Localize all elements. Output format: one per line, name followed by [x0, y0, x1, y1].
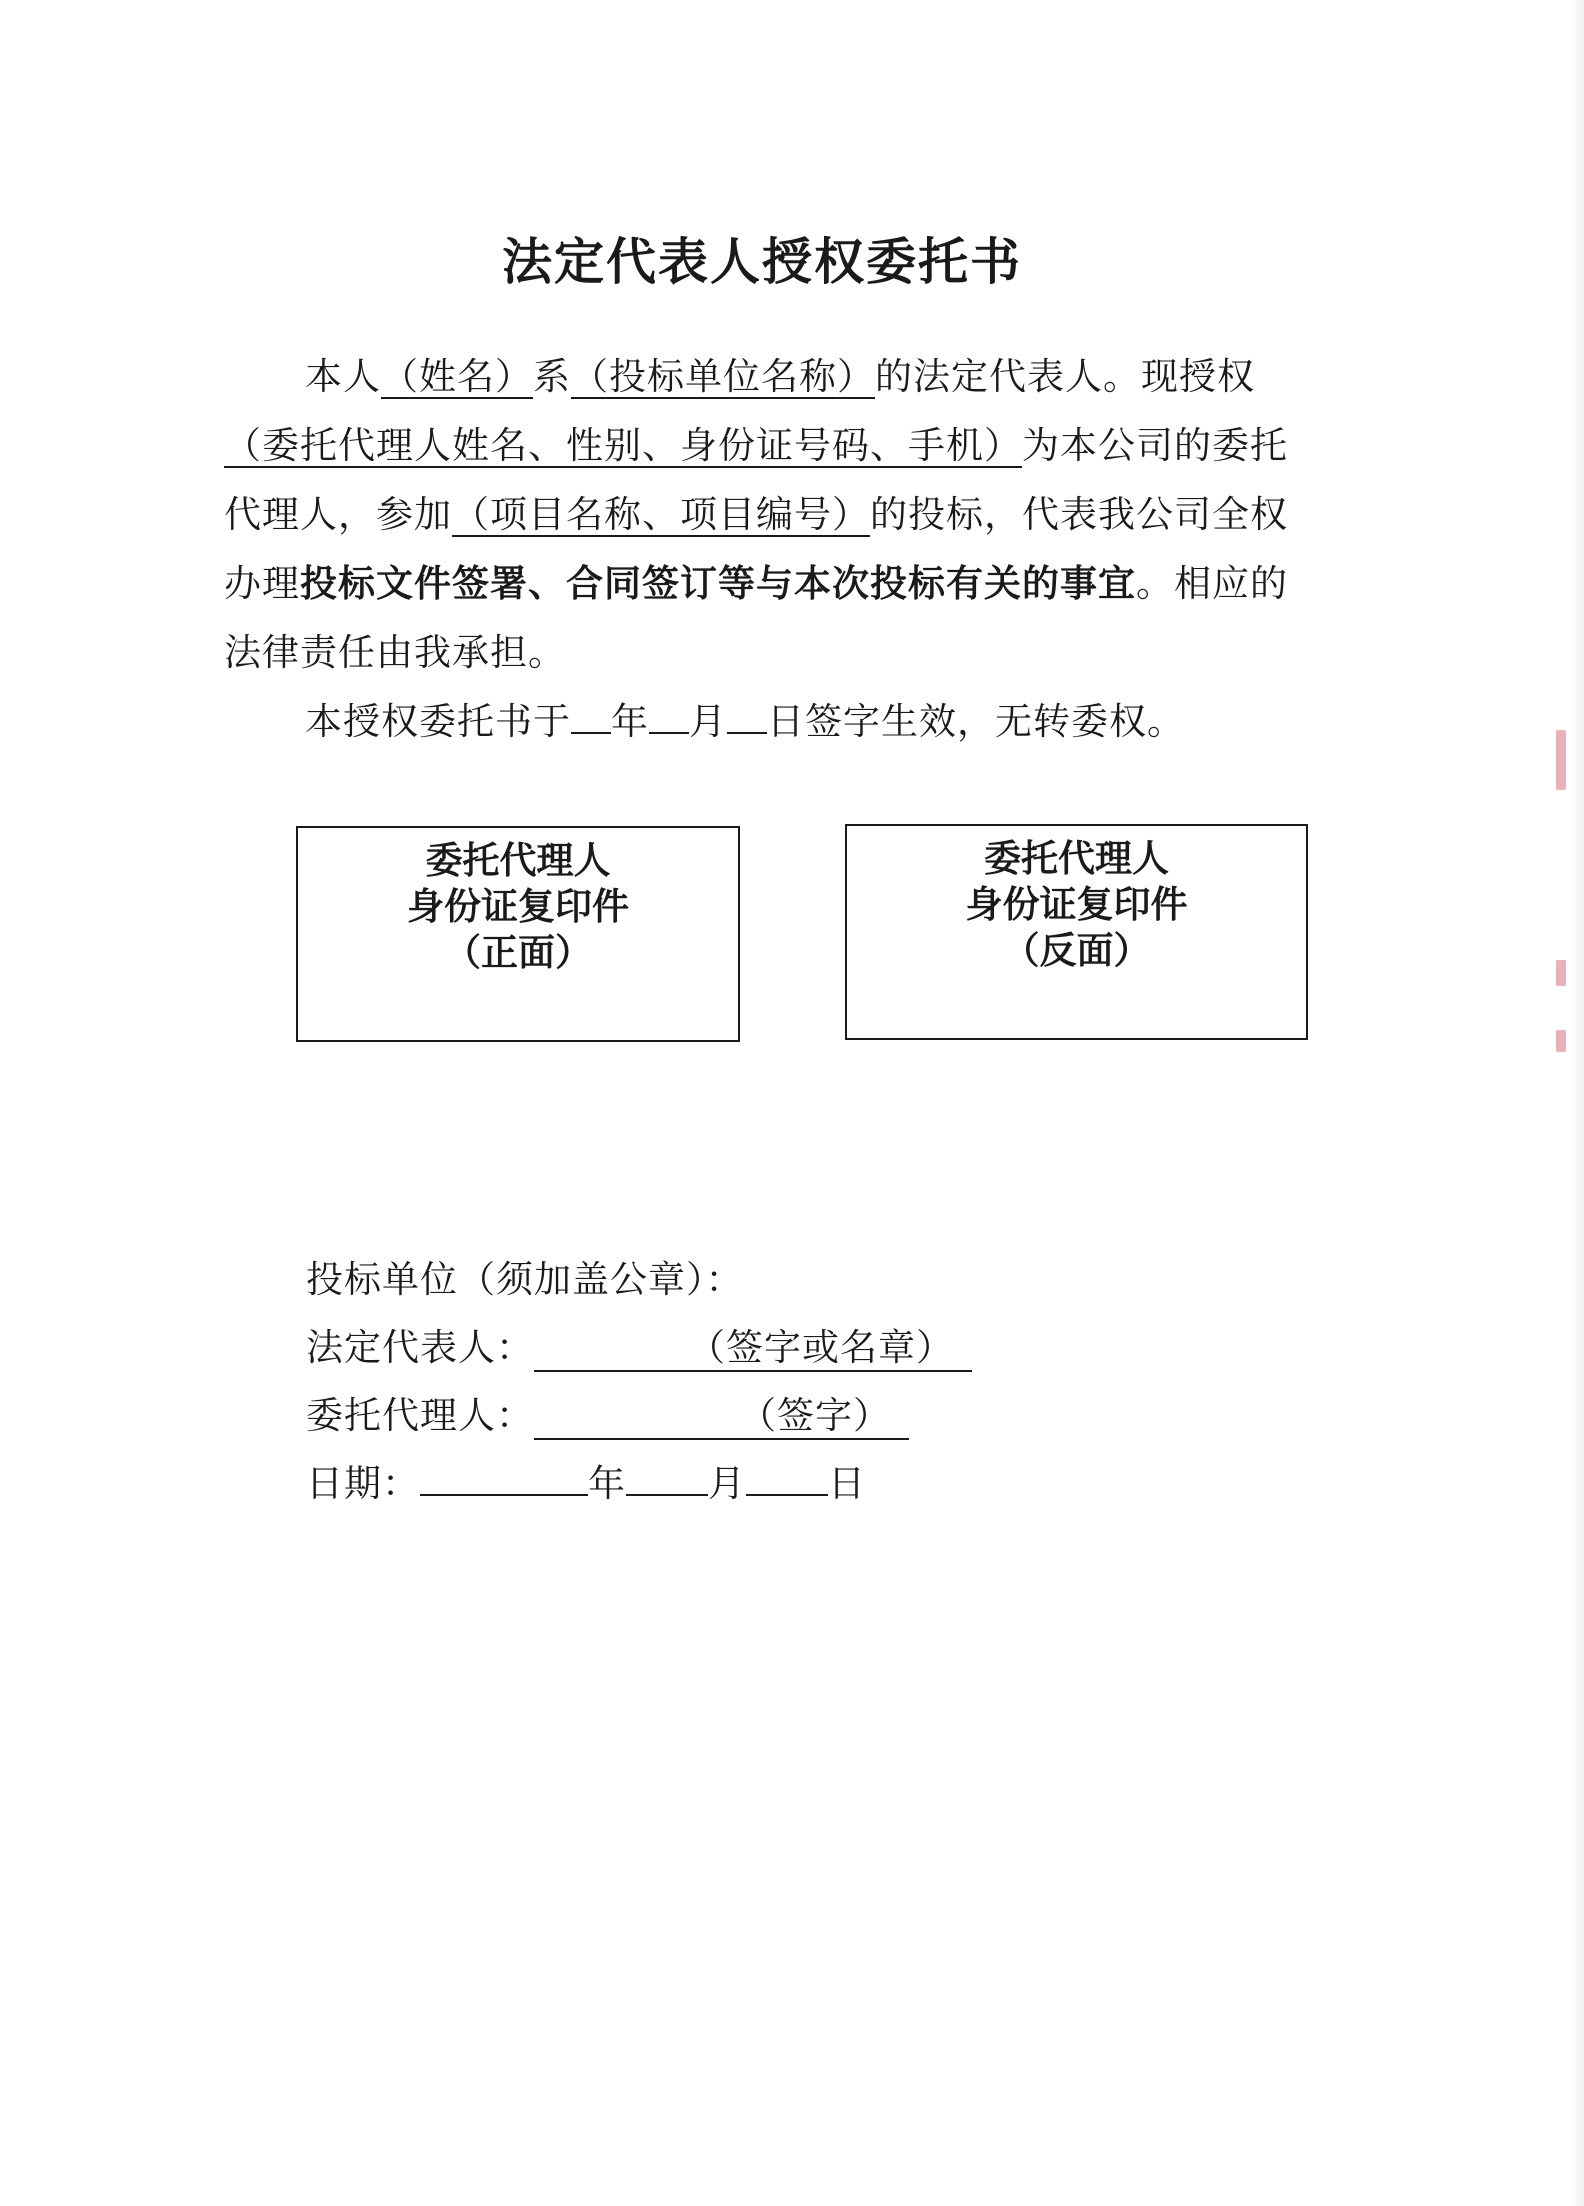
- legal-rep-signature-line: [534, 1326, 972, 1372]
- agent-label: 委托代理人：: [306, 1394, 534, 1437]
- scan-edge-shadow: [1570, 0, 1584, 2206]
- date-year-label: 年: [588, 1462, 626, 1505]
- id-box-line: （反面）: [1002, 929, 1151, 972]
- text-segment: 年: [611, 700, 649, 743]
- date-year-blank: [420, 1454, 588, 1496]
- text-segment: 的法定代表人。现授权: [875, 355, 1255, 398]
- agent-hint: （签字）: [739, 1394, 891, 1437]
- validity-paragraph: [224, 687, 1314, 756]
- bidder-row: [306, 1246, 1206, 1314]
- stamp-bleed-mark: [1556, 960, 1566, 986]
- text-segment: 为本公司的委托代理人，参加: [224, 424, 1288, 536]
- date-month-blank: [626, 1454, 708, 1496]
- text-segment: 系: [533, 355, 571, 398]
- legal-rep-row: [306, 1314, 1206, 1382]
- id-copy-back-box: [845, 824, 1308, 1040]
- date-day-blank: [746, 1454, 828, 1496]
- text-segment: 日签字生效，无转委权。: [767, 700, 1185, 743]
- text-segment: 本人: [305, 355, 381, 398]
- company-field: （投标单位名称）: [571, 355, 875, 398]
- stamp-bleed-mark: [1556, 730, 1566, 790]
- id-box-line: 委托代理人: [984, 837, 1169, 880]
- document-title: 法定代表人授权委托书: [502, 233, 1022, 291]
- authorization-paragraph: [224, 342, 1314, 687]
- year-blank: [571, 694, 611, 734]
- date-month-label: 月: [708, 1462, 746, 1505]
- id-box-line: （正面）: [444, 931, 592, 974]
- authorization-scope: 投标文件签署、合同签订等与本次投标有关的事宜: [300, 562, 1136, 605]
- name-field: （姓名）: [381, 355, 533, 398]
- text-segment: 的投标，代表我公司全权办理: [224, 493, 1288, 605]
- project-field: （项目名称、项目编号）: [452, 493, 870, 536]
- id-box-line: 身份证复印件: [965, 883, 1188, 926]
- stamp-bleed-mark: [1556, 1030, 1566, 1052]
- text-segment: 本授权委托书于: [305, 700, 571, 743]
- month-blank: [649, 694, 689, 734]
- id-box-line: 委托代理人: [425, 839, 611, 882]
- date-label: 日期：: [306, 1462, 420, 1505]
- day-blank: [727, 694, 767, 734]
- id-box-line: 身份证复印件: [407, 885, 629, 928]
- date-day-label: 日: [828, 1462, 866, 1505]
- agent-row: [306, 1382, 1206, 1450]
- agent-signature-line: [534, 1394, 909, 1440]
- id-copy-front-box: [296, 826, 740, 1042]
- text-segment: 。相应的法律责任由我承担。: [224, 562, 1288, 674]
- bidder-label: 投标单位（须加盖公章）：: [306, 1258, 744, 1301]
- legal-rep-hint: （签字或名章）: [688, 1326, 954, 1369]
- legal-rep-label: 法定代表人：: [306, 1326, 534, 1369]
- date-row: [306, 1450, 1206, 1518]
- authorization-body: [224, 342, 1314, 756]
- agent-field: （委托代理人姓名、性别、身份证号码、手机）: [224, 424, 1022, 467]
- text-segment: 月: [689, 700, 727, 743]
- signature-block: [306, 1246, 1206, 1518]
